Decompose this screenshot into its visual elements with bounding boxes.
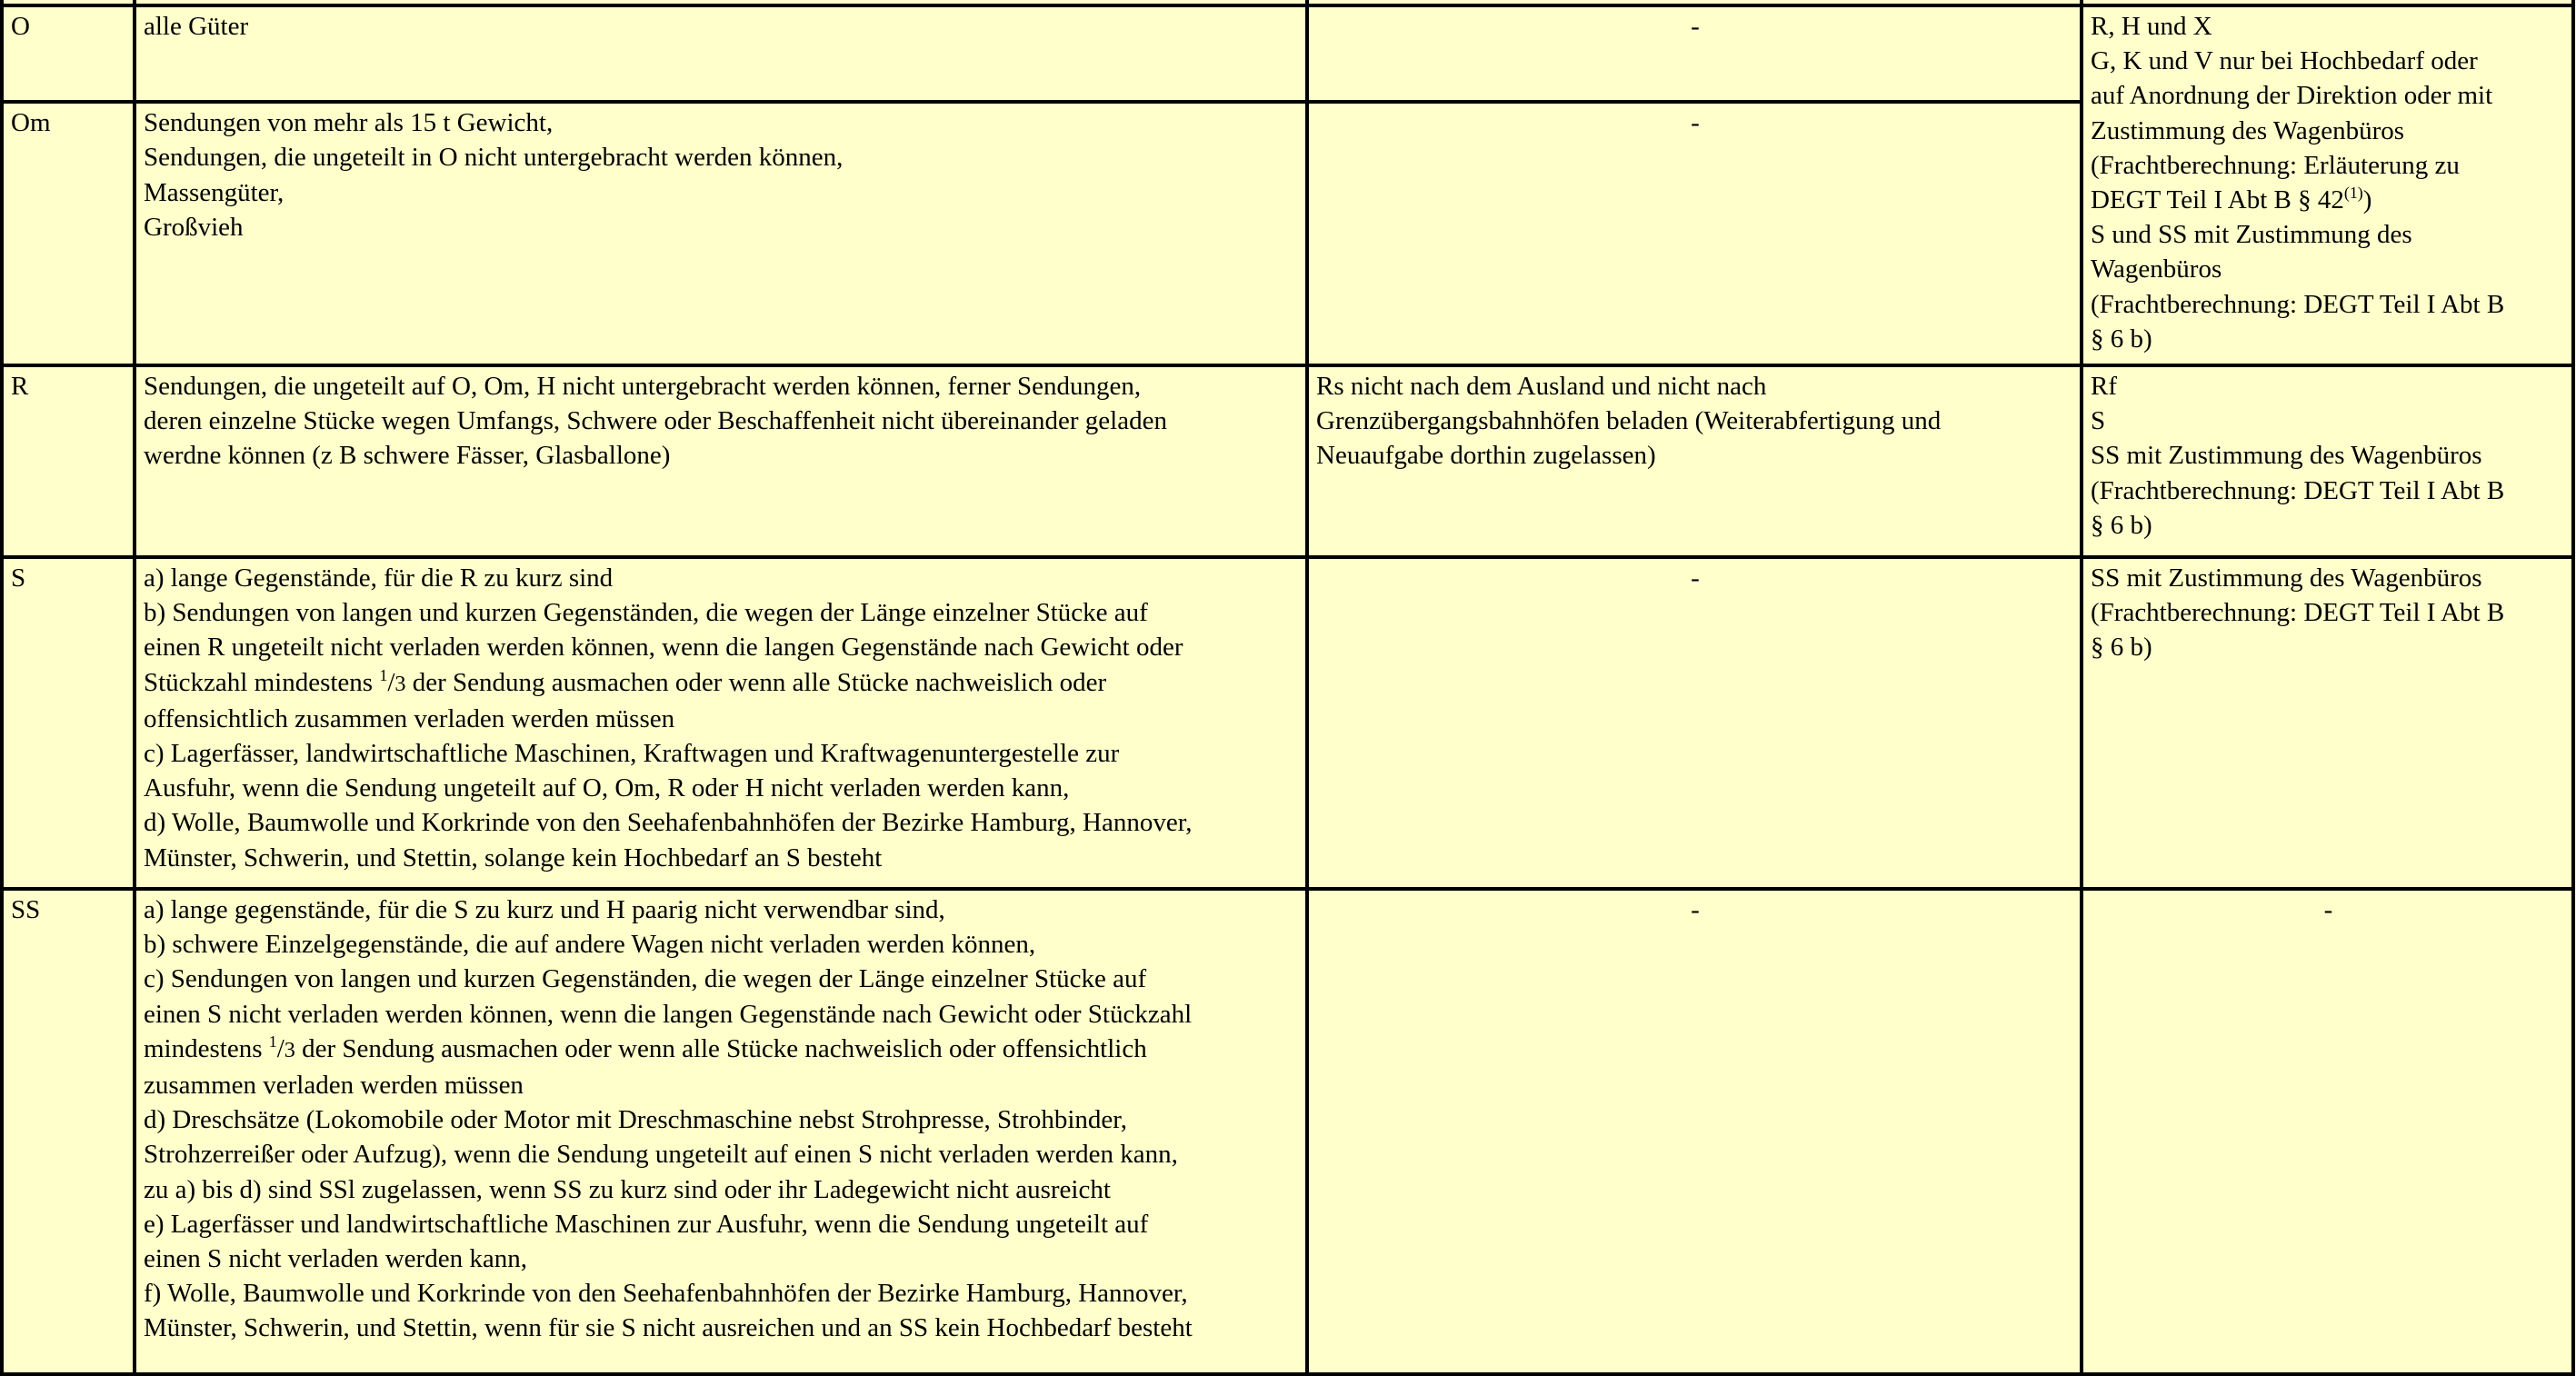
goods-line: d) Dreschsätze (Lokomobile oder Motor mit Dreschmaschine nebst Strohpresse, Strohbinder, bbox=[144, 1105, 1128, 1135]
alternative-line: Wagenbüros bbox=[2091, 254, 2222, 284]
wagon-type-cell: S bbox=[2, 557, 135, 889]
goods-line: mindestens $^1$/3 der Sendung ausmachen oder wenn alle Stücke nachweislich oder offensichtlich bbox=[144, 1032, 1147, 1063]
restriction-cell: - bbox=[1307, 557, 2082, 889]
alternative-line: Zustimmung des Wagenbüros bbox=[2091, 115, 2405, 145]
alternative-wagons-cell bbox=[2082, 5, 2573, 365]
alternative-line: (Frachtberechnung: Erläuterung zu bbox=[2091, 150, 2460, 180]
goods-line: alle Güter bbox=[144, 12, 249, 41]
wagon-type-cell: Om bbox=[2, 102, 135, 365]
goods-line: b) schwere Einzelgegenstände, die auf andere Wagen nicht verladen werden können, bbox=[144, 930, 1036, 960]
alternative-wagons-cell bbox=[2082, 365, 2573, 557]
text-fragment: der Sendung ausmachen oder wenn alle Stücke nachweislich oder offensichtlich bbox=[295, 1033, 1147, 1063]
text-fragment: Stückzahl mindestens bbox=[144, 667, 380, 697]
alternative-line: (Frachtberechnung: DEGT Teil I Abt B bbox=[2091, 289, 2505, 319]
fraction-numerator: 1 bbox=[268, 1032, 277, 1051]
goods-line: Sendungen, die ungeteilt in O nicht untergebracht werden können, bbox=[144, 143, 844, 173]
goods-line: offensichtlich zusammen verladen werden müssen bbox=[144, 703, 675, 733]
goods-line: Stückzahl mindestens $^1$/3 der Sendung ausmachen oder wenn alle Stücke nachweislich oder bbox=[144, 665, 1107, 697]
text-fragment: der Sendung ausmachen oder wenn alle Stücke nachweislich oder bbox=[405, 667, 1107, 697]
alternative-line bbox=[2091, 183, 2566, 217]
goods-line: einen S nicht verladen werden kann, bbox=[144, 1244, 527, 1274]
goods-line: a) lange gegenstände, für die S zu kurz und H paarig nicht verwendbar sind, bbox=[144, 895, 945, 925]
table-row-ss bbox=[2, 889, 2573, 1374]
goods-line: deren einzelne Stücke wegen Umfangs, Schwere oder Beschaffenheit nicht übereinander geladen bbox=[144, 406, 1167, 436]
goods-line: zu a) bis d) sind SSl zugelassen, wenn SS zu kurz sind oder ihr Ladegewicht nicht ausreicht bbox=[144, 1174, 1111, 1204]
fraction-denominator: 3 bbox=[284, 1037, 295, 1062]
alternative-line: SS mit Zustimmung des Wagenbüros bbox=[2091, 563, 2482, 593]
goods-line: d) Wolle, Baumwolle und Korkrinde von den Seehafenbahnhöfen der Bezirke Hamburg, Hannover, bbox=[144, 808, 1193, 838]
restriction-line: Rs nicht nach dem Ausland und nicht nach bbox=[1316, 372, 1767, 402]
alternative-line: auf Anordnung der Direktion oder mit bbox=[2091, 81, 2493, 111]
goods-line: b) Sendungen von langen und kurzen Gegenständen, die wegen der Länge einzelner Stücke auf bbox=[144, 598, 1148, 628]
alternative-line: Rf bbox=[2091, 372, 2117, 402]
wagon-type-cell: SS bbox=[2, 889, 135, 1374]
alternative-line: R, H und X bbox=[2091, 12, 2212, 41]
goods-cell bbox=[135, 365, 1307, 557]
text-fragment: DEGT Teil I Abt B § 42 bbox=[2091, 185, 2344, 215]
alternative-line: § 6 b) bbox=[2091, 324, 2152, 354]
restriction-cell: - bbox=[1307, 889, 2082, 1374]
alternative-line: § 6 b) bbox=[2091, 510, 2152, 540]
alternative-line: (Frachtberechnung: DEGT Teil I Abt B bbox=[2091, 598, 2505, 628]
goods-cell bbox=[135, 889, 1307, 1374]
alternative-wagons-cell bbox=[2082, 557, 2573, 889]
alternative-line: § 6 b) bbox=[2091, 633, 2152, 663]
wagon-type-cell: R bbox=[2, 365, 135, 557]
fraction-numerator: 1 bbox=[379, 665, 388, 684]
goods-line: zusammen verladen werden müssen bbox=[144, 1071, 524, 1101]
table-row-r bbox=[2, 365, 2573, 557]
goods-line: Ausfuhr, wenn die Sendung ungeteilt auf O, Om, R oder H nicht verladen werden kann, bbox=[144, 773, 1070, 803]
goods-line: einen R ungeteilt nicht verladen werden können, wenn die langen Gegenstände nach Gewicht oder bbox=[144, 633, 1183, 663]
restriction-line: Grenzübergangsbahnhöfen beladen (Weiterabfertigung und bbox=[1316, 406, 1942, 436]
goods-line: Strohzerreißer oder Aufzug), wenn die Sendung ungeteilt auf einen S nicht verladen werden kann, bbox=[144, 1140, 1178, 1170]
goods-cell bbox=[135, 557, 1307, 889]
goods-line: c) Lagerfässer, landwirtschaftliche Maschinen, Kraftwagen und Kraftwagenuntergestelle zur bbox=[144, 739, 1120, 769]
goods-line: e) Lagerfässer und landwirtschaftliche Maschinen zur Ausfuhr, wenn die Sendung ungeteilt auf bbox=[144, 1209, 1149, 1239]
goods-line: Sendungen von mehr als 15 t Gewicht, bbox=[144, 108, 554, 138]
restriction-cell: - bbox=[1307, 102, 2082, 365]
goods-line: c) Sendungen von langen und kurzen Gegenständen, die wegen der Länge einzelner Stücke auf bbox=[144, 964, 1147, 994]
restriction-line: Neuaufgabe dorthin zugelassen) bbox=[1316, 441, 1656, 471]
table-row-o bbox=[2, 5, 2573, 102]
alternative-wagons-cell: - bbox=[2082, 889, 2573, 1374]
goods-line: Münster, Schwerin, und Stettin, solange kein Hochbedarf an S besteht bbox=[144, 843, 883, 872]
table-row-s bbox=[2, 557, 2573, 889]
goods-line: Münster, Schwerin, und Stettin, wenn für sie S nicht ausreichen und an SS kein Hochbedarf besteht bbox=[144, 1313, 1193, 1343]
alternative-line: S und SS mit Zustimmung des bbox=[2091, 220, 2412, 250]
goods-line: Massengüter, bbox=[144, 177, 285, 207]
goods-line: f) Wolle, Baumwolle und Korkrinde von den Seehafenbahnhöfen der Bezirke Hamburg, Hannover, bbox=[144, 1279, 1188, 1309]
footnote-marker: (1) bbox=[2343, 183, 2363, 202]
goods-line: einen S nicht verladen werden können, wenn die langen Gegenstände nach Gewicht oder Stückzahl bbox=[144, 999, 1193, 1029]
goods-cell bbox=[135, 5, 1307, 102]
fraction-denominator: 3 bbox=[394, 671, 406, 696]
wagon-type-cell: O bbox=[2, 5, 135, 102]
restriction-cell bbox=[1307, 365, 2082, 557]
alternative-line: (Frachtberechnung: DEGT Teil I Abt B bbox=[2091, 475, 2505, 505]
goods-line: a) lange Gegenstände, für die R zu kurz sind bbox=[144, 563, 614, 593]
alternative-line: G, K und V nur bei Hochbedarf oder bbox=[2091, 46, 2478, 76]
alternative-line: S bbox=[2091, 406, 2106, 436]
restriction-cell: - bbox=[1307, 5, 2082, 102]
goods-cell bbox=[135, 102, 1307, 365]
goods-line: werdne können (z B schwere Fässer, Glasballone) bbox=[144, 441, 671, 471]
alternative-line: SS mit Zustimmung des Wagenbüros bbox=[2091, 441, 2482, 471]
text-fragment: mindestens bbox=[144, 1033, 269, 1063]
text-fragment: ) bbox=[2362, 185, 2372, 215]
goods-line: Sendungen, die ungeteilt auf O, Om, H nicht untergebracht werden können, ferner Sendungen, bbox=[144, 372, 1142, 402]
goods-line: Großvieh bbox=[144, 212, 244, 242]
